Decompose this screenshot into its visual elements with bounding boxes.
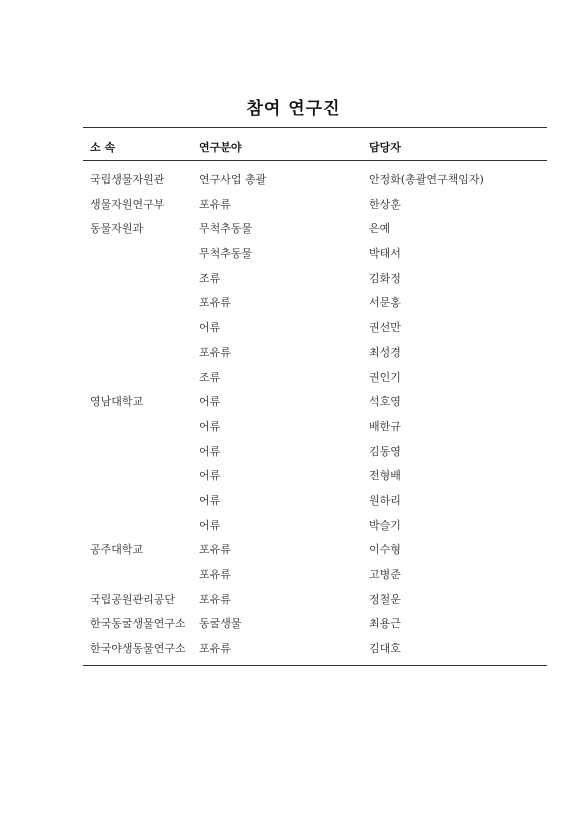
header-affiliation: 소 속 bbox=[90, 141, 116, 154]
cell-person-in-charge: 배한규 bbox=[369, 419, 401, 433]
table-row bbox=[83, 586, 547, 611]
cell-person-in-charge: 권인기 bbox=[369, 370, 401, 384]
cell-research-field: 조류 bbox=[199, 370, 221, 384]
cell-research-field: 연구사업 총괄 bbox=[199, 173, 267, 186]
cell-affiliation: 동물자원과 bbox=[90, 222, 144, 236]
table-header-row bbox=[83, 128, 547, 161]
cell-research-field: 어류 bbox=[199, 395, 221, 409]
header-person-in-charge: 담당자 bbox=[369, 141, 401, 154]
cell-person-in-charge: 은예 bbox=[369, 222, 391, 236]
table-row bbox=[83, 413, 547, 438]
cell-research-field: 포유류 bbox=[199, 642, 231, 656]
table-row bbox=[83, 339, 547, 364]
cell-affiliation: 영남대학교 bbox=[90, 395, 144, 409]
table-row bbox=[83, 265, 547, 290]
page-title: 참여 연구진 bbox=[246, 99, 341, 119]
table-row bbox=[83, 364, 547, 389]
cell-affiliation: 생물자원연구부 bbox=[90, 197, 165, 211]
table-row bbox=[83, 289, 547, 314]
cell-research-field: 포유류 bbox=[199, 296, 231, 310]
cell-person-in-charge: 석호영 bbox=[369, 395, 401, 409]
table-row bbox=[83, 610, 547, 635]
cell-research-field: 무척추동물 bbox=[199, 222, 253, 236]
table-row bbox=[83, 166, 547, 191]
cell-research-field: 포유류 bbox=[199, 543, 231, 557]
cell-research-field: 조류 bbox=[199, 271, 221, 285]
cell-research-field: 포유류 bbox=[199, 197, 231, 211]
cell-research-field: 어류 bbox=[199, 518, 221, 532]
cell-person-in-charge: 최용근 bbox=[369, 617, 401, 631]
cell-person-in-charge: 안정화(총괄연구책임자) bbox=[369, 173, 484, 186]
cell-person-in-charge: 서문홍 bbox=[369, 296, 401, 310]
cell-research-field: 포유류 bbox=[199, 345, 231, 359]
table-row bbox=[83, 215, 547, 240]
table-body bbox=[83, 161, 547, 665]
table-row bbox=[83, 487, 547, 512]
cell-affiliation: 한국야생동물연구소 bbox=[90, 642, 186, 656]
cell-research-field: 어류 bbox=[199, 469, 221, 483]
cell-person-in-charge: 김동영 bbox=[369, 444, 401, 458]
cell-person-in-charge: 고병준 bbox=[369, 568, 401, 581]
cell-person-in-charge: 김대호 bbox=[369, 642, 401, 656]
research-staff-table bbox=[83, 127, 547, 666]
cell-research-field: 포유류 bbox=[199, 568, 231, 581]
cell-person-in-charge: 원하리 bbox=[369, 493, 401, 507]
cell-research-field: 어류 bbox=[199, 493, 221, 507]
table-row bbox=[83, 536, 547, 561]
cell-person-in-charge: 권선만 bbox=[369, 321, 401, 335]
cell-research-field: 어류 bbox=[199, 419, 221, 433]
cell-person-in-charge: 정철운 bbox=[369, 592, 401, 606]
cell-research-field: 동굴생물 bbox=[199, 617, 242, 631]
cell-research-field: 포유류 bbox=[199, 592, 231, 606]
cell-affiliation: 국립생물자원관 bbox=[90, 173, 165, 186]
table-row bbox=[83, 512, 547, 537]
cell-person-in-charge: 이수형 bbox=[369, 543, 401, 557]
table-row bbox=[83, 462, 547, 487]
cell-affiliation: 국립공원관리공단 bbox=[90, 592, 176, 606]
cell-research-field: 무척추동물 bbox=[199, 247, 253, 261]
table-row bbox=[83, 635, 547, 660]
table-row bbox=[83, 240, 547, 265]
cell-person-in-charge: 한상훈 bbox=[369, 197, 401, 211]
table-row bbox=[83, 191, 547, 216]
table-row bbox=[83, 388, 547, 413]
cell-affiliation: 공주대학교 bbox=[90, 543, 144, 557]
table-row bbox=[83, 438, 547, 463]
table-row bbox=[83, 561, 547, 586]
cell-research-field: 어류 bbox=[199, 444, 221, 458]
header-research-field: 연구분야 bbox=[199, 141, 242, 154]
cell-person-in-charge: 박슬기 bbox=[369, 518, 401, 532]
cell-person-in-charge: 김화정 bbox=[369, 271, 401, 285]
cell-person-in-charge: 박태서 bbox=[369, 247, 401, 261]
cell-person-in-charge: 전형배 bbox=[369, 469, 401, 483]
table-row bbox=[83, 314, 547, 339]
cell-person-in-charge: 최성경 bbox=[369, 345, 401, 359]
cell-affiliation: 한국동굴생물연구소 bbox=[90, 617, 186, 631]
cell-research-field: 어류 bbox=[199, 321, 221, 335]
